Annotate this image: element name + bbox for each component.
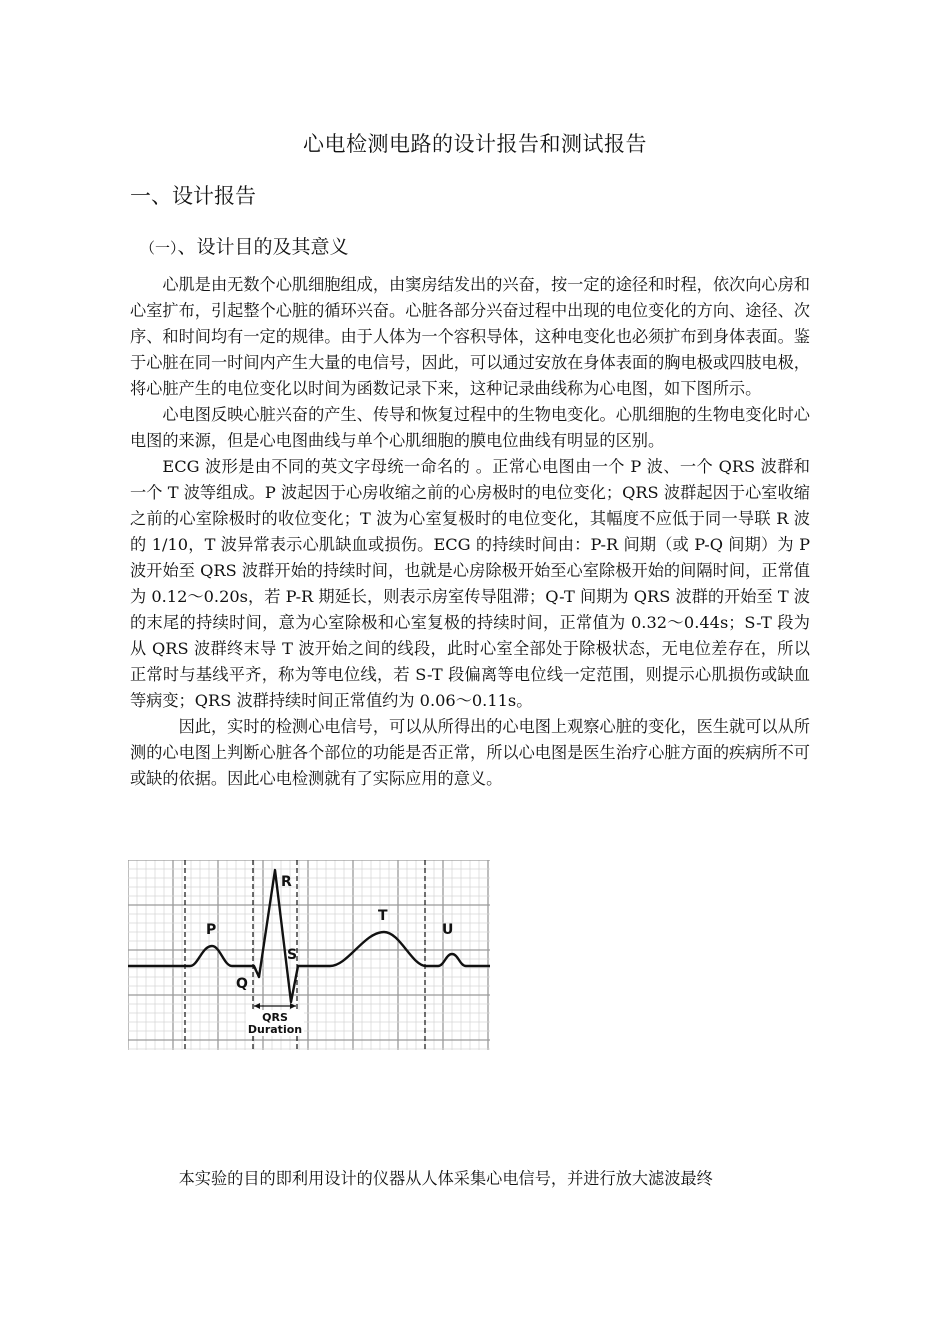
paragraph-ecg-reflects: 心电图反映心脏兴奋的产生、传导和恢复过程中的生物电变化。心肌细胞的生物电变化时心电图的来源，但是心电图曲线与单个心肌细胞的膜电位曲线有明显的区别。 [130,405,810,450]
label-p: P [206,922,217,938]
label-r: R [281,874,292,890]
label-t: T [378,908,388,924]
paragraph-significance: 因此，实时的检测心电信号，可以从所得出的心电图上观察心脏的变化，医生就可以从所测的心电图上判断心脏各个部位的功能是否正常，所以心电图是医生治疗心脏方面的疾病所不可或缺的依据。因此心电检测就有了实际应用的意义。 [130,717,810,788]
label-qrs: QRS [262,1011,288,1024]
section-heading-design-report: 一、设计报告 [130,184,256,208]
document-title: 心电检测电路的设计报告和测试报告 [303,132,647,156]
subsection-heading-purpose [140,232,349,259]
body-text [130,272,810,792]
label-u: U [442,922,454,938]
ecg-grid [128,860,490,1050]
label-q: Q [236,976,248,992]
subsection-title: 、设计目的及其意义 [177,236,349,258]
label-s: S [287,947,298,963]
paragraph-ecg-waves: ECG 波形是由不同的英文字母统一命名的 。正常心电图由一个 P 波、一个 QRS 波群和一个 T 波等组成。P 波起因于心房收缩之前的心房极时的电位变化；QRS 波群起因于心室收缩之前的心室除极时的收位变化；T 波为心室复极时的电位变化，其幅度不应低于同一导联 R 波的 1/10，T 波异常表示心肌缺血或损伤。ECG 的持续时间由：P-R 间期（或 P-Q 间期）为 P 波开始至 QRS 波群开始的持续时间，也就是心房除极开始至心室除极开始的间隔时间，正常值为 0.12～0.20s，若 P-R 期延长，则表示房室传导阻滞；Q-T 间期为 QRS 波群的开始至 T 波的末尾的持续时间，意为心室除极和心室复极的持续时间，正常值为 0.32～0.44s；S-T 段为从 QRS 波群终末导 T 波开始之间的线段，此时心室全部处于除极状态，无电位差存在，所以正常时与基线平齐，称为等电位线，若 S-T 段偏离等电位线一定范围，则提示心肌损伤或缺血等病变；QRS 波群持续时间正常值约为 0.06～0.11s。 [130,457,810,710]
subsection-number: （一） [140,239,178,257]
ecg-waveform-figure [128,860,490,1050]
paragraph-myocardium: 心肌是由无数个心肌细胞组成，由窦房结发出的兴奋，按一定的途径和时程，依次向心房和心室扩布，引起整个心脏的循环兴奋。心脏各部分兴奋过程中出现的电位变化的方向、途径、次序、和时间均有一定的规律。由于人体为一个容积导体，这种电变化也必须扩布到身体表面。鉴于心脏在同一时间内产生大量的电信号，因此，可以通过安放在身体表面的胸电极或四肢电极，将心脏产生的电位变化以时间为函数记录下来，这种记录曲线称为心电图，如下图所示。 [130,275,810,398]
label-duration: Duration [247,1023,303,1036]
paragraph-experiment-purpose: 本实验的目的即利用设计的仪器从人体采集心电信号，并进行放大滤波最终 [178,1169,713,1188]
